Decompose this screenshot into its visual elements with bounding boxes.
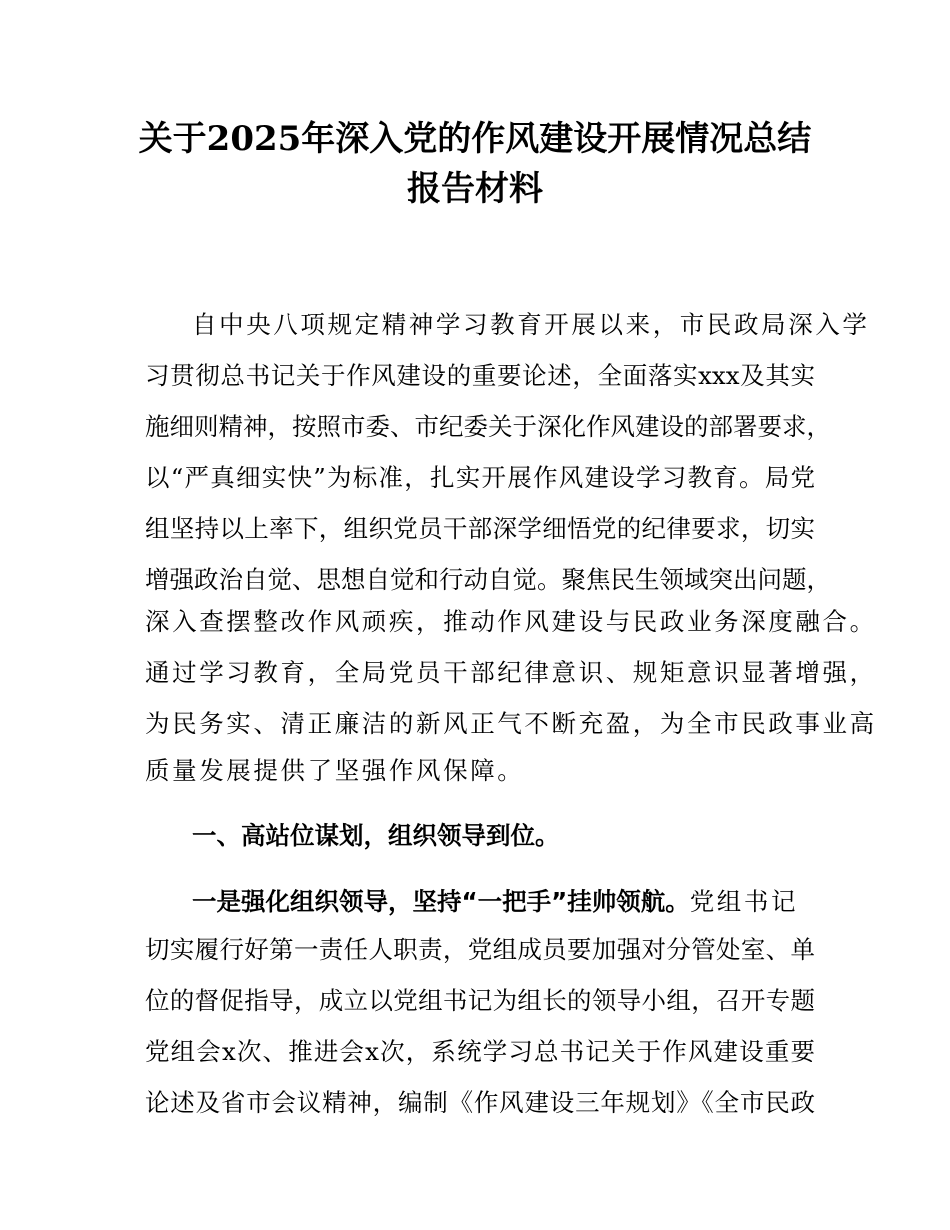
document-title-line-2: 报告材料 bbox=[407, 169, 543, 209]
intro-line: 增强政治自觉、思想自觉和行动自觉。聚焦民生领域突出问题， bbox=[145, 565, 831, 594]
paragraph-lead-bold: 一是强化组织领导，坚持“一把手”挂帅领航。 bbox=[192, 887, 690, 916]
intro-line: 施细则精神，按照市委、市纪委关于深化作风建设的部署要求， bbox=[145, 412, 831, 441]
intro-line: 以“严真细实快”为标准，扎实开展作风建设学习教育。局党 bbox=[145, 463, 815, 492]
paragraph-line: 位的督促指导，成立以党组书记为组长的领导小组，召开专题 bbox=[145, 986, 815, 1015]
intro-line: 质量发展提供了坚强作风保障。 bbox=[145, 756, 525, 785]
paragraph-line: 论述及省市会议精神，编制《作风建设三年规划》《全市民政 bbox=[145, 1088, 815, 1117]
paragraph-line: 党组会x次、推进会x次，系统学习总书记关于作风建设重要 bbox=[145, 1037, 815, 1066]
intro-line: 组坚持以上率下，组织党员干部深学细悟党的纪律要求，切实 bbox=[145, 514, 815, 543]
paragraph-lead-rest: 党组书记 bbox=[689, 887, 799, 916]
document-title-line-1: 关于2025年深入党的作风建设开展情况总结 bbox=[138, 119, 812, 159]
paragraph-first-line bbox=[192, 884, 815, 920]
section-heading: 一、高站位谋划，组织领导到位。 bbox=[192, 821, 560, 850]
intro-line: 深入查摆整改作风顽疾，推动作风建设与民政业务深度融合。 bbox=[145, 607, 877, 636]
intro-line: 通过学习教育，全局党员干部纪律意识、规矩意识显著增强， bbox=[145, 658, 877, 687]
intro-line: 习贯彻总书记关于作风建设的重要论述，全面落实xxx及其实 bbox=[145, 361, 815, 390]
intro-line: 为民务实、清正廉洁的新风正气不断充盈，为全市民政事业高 bbox=[145, 709, 877, 738]
intro-line: 自中央八项规定精神学习教育开展以来，市民政局深入学 bbox=[192, 310, 870, 339]
paragraph-line: 切实履行好第一责任人职责，党组成员要加强对分管处室、单 bbox=[145, 935, 815, 964]
